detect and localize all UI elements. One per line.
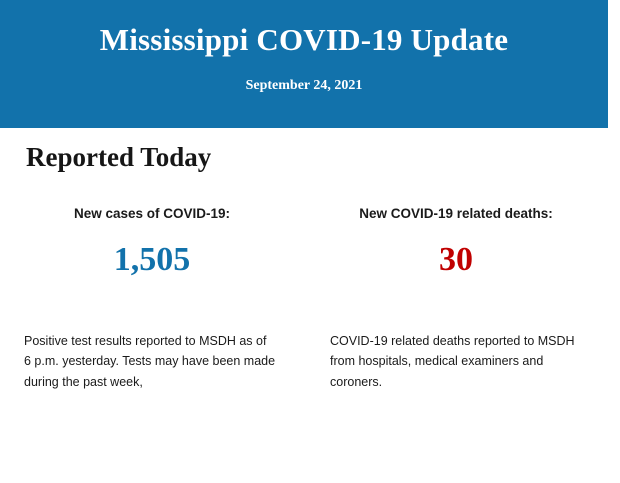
stat-value-new-cases: 1,505 <box>113 241 191 278</box>
stat-note-new-cases: Positive test results reported to MSDH as of 6 p.m. yesterday. Tests may have been made during the past week, <box>24 334 276 389</box>
stat-label-new-cases: New cases of COVID-19: <box>73 206 231 221</box>
stat-block-new-deaths <box>304 206 608 392</box>
stat-label-new-deaths: New COVID-19 related deaths: <box>359 206 553 221</box>
header-banner <box>0 0 608 128</box>
section-heading: Reported Today <box>26 142 212 172</box>
stat-note-new-deaths: COVID-19 related deaths reported to MSDH from hospitals, medical examiners and coroners. <box>330 334 575 389</box>
report-date: September 24, 2021 <box>245 78 363 93</box>
page-title: Mississippi COVID-19 Update <box>99 22 509 57</box>
stats-row <box>0 206 608 392</box>
stat-value-new-deaths: 30 <box>439 241 473 278</box>
stat-block-new-cases <box>0 206 304 392</box>
